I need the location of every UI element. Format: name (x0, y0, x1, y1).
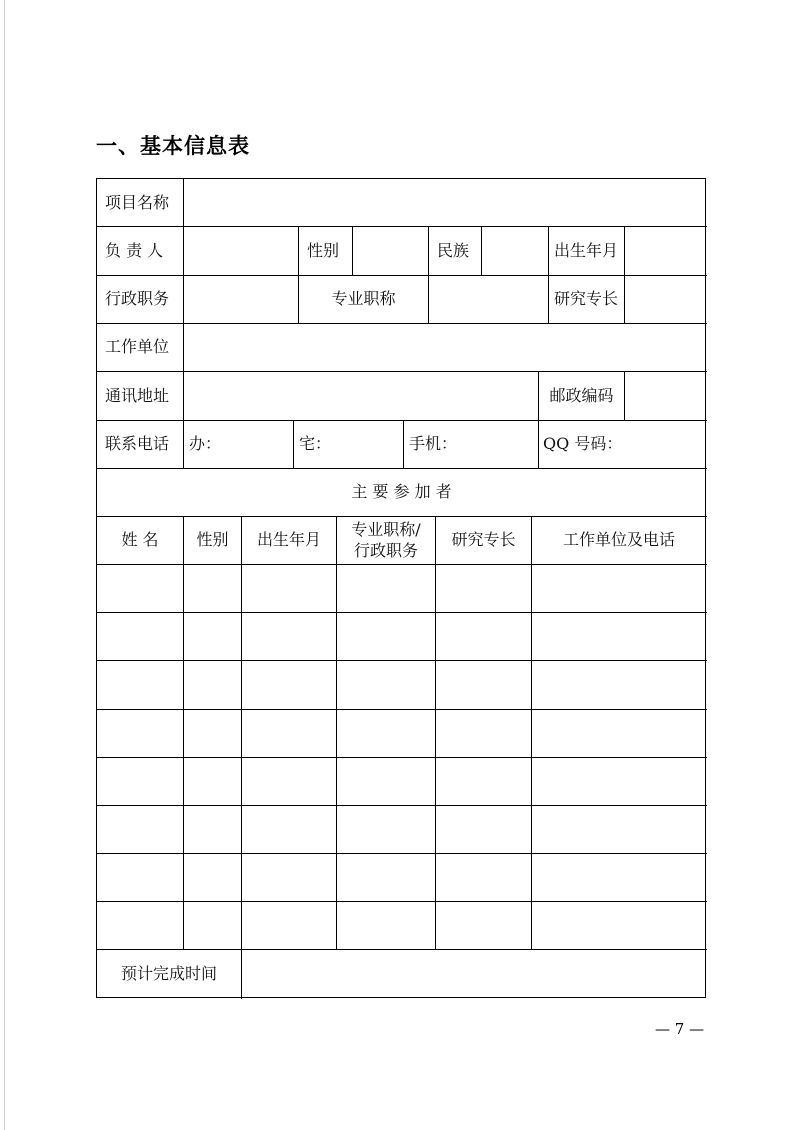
research-specialty-field[interactable] (625, 275, 706, 323)
participant-unit-phone-cell[interactable] (532, 853, 706, 901)
participant-gender-cell[interactable] (184, 709, 241, 757)
label-gender: 性别 (307, 240, 340, 260)
page-edge-line (4, 0, 5, 1130)
label-ethnicity: 民族 (437, 240, 470, 260)
participant-birth-cell[interactable] (242, 805, 336, 853)
label-leader: 负 责 人 (105, 240, 164, 260)
participant-title-position-cell[interactable] (337, 660, 435, 708)
participant-research-cell[interactable] (436, 660, 531, 708)
professional-title-field[interactable] (429, 275, 548, 323)
col-header-title-line2: 行政职务 (353, 541, 418, 560)
label-professional-title: 专业职称 (331, 289, 396, 308)
participant-research-cell[interactable] (436, 709, 531, 757)
section-heading: 一、基本信息表 (96, 134, 250, 158)
home-phone-field[interactable]: 宅： (299, 434, 332, 453)
participant-title-position-cell[interactable] (337, 612, 435, 660)
participant-research-cell[interactable] (436, 612, 531, 660)
col-header-title-position (337, 516, 435, 564)
participant-research-cell[interactable] (436, 564, 531, 612)
participant-birth-cell[interactable] (242, 901, 336, 949)
admin-position-field[interactable] (184, 275, 298, 323)
participant-gender-cell[interactable] (184, 612, 241, 660)
col-header-gender: 性别 (196, 530, 229, 549)
participant-name-cell[interactable] (97, 901, 183, 949)
postal-code-field[interactable] (625, 371, 706, 420)
participant-title-position-cell[interactable] (337, 853, 435, 901)
participant-name-cell[interactable] (97, 757, 183, 805)
col-header-name: 姓 名 (121, 530, 159, 549)
label-postal-code: 邮政编码 (549, 385, 614, 405)
participant-name-cell[interactable] (97, 805, 183, 853)
participant-name-cell[interactable] (97, 564, 183, 612)
ethnicity-field[interactable] (482, 226, 548, 275)
participant-name-cell[interactable] (97, 612, 183, 660)
qq-field[interactable]: QQ 号码： (543, 434, 623, 453)
label-admin-position: 行政职务 (105, 289, 170, 308)
participant-gender-cell[interactable] (184, 757, 241, 805)
participant-gender-cell[interactable] (184, 853, 241, 901)
participant-title-position-cell[interactable] (337, 901, 435, 949)
mobile-field[interactable]: 手机： (409, 434, 458, 453)
label-project-name: 项目名称 (105, 192, 170, 212)
label-completion-time: 预计完成时间 (120, 963, 217, 983)
participant-title-position-cell[interactable] (337, 564, 435, 612)
participant-gender-cell[interactable] (184, 901, 241, 949)
participant-research-cell[interactable] (436, 853, 531, 901)
page-number: — 7 — (655, 1020, 705, 1038)
participant-birth-cell[interactable] (242, 709, 336, 757)
participant-unit-phone-cell[interactable] (532, 709, 706, 757)
participant-name-cell[interactable] (97, 709, 183, 757)
participant-birth-cell[interactable] (242, 853, 336, 901)
label-research-specialty: 研究专长 (554, 289, 619, 308)
participant-title-position-cell[interactable] (337, 805, 435, 853)
col-header-unit-phone: 工作单位及电话 (562, 530, 675, 549)
participants-title: 主 要 参 加 者 (351, 482, 452, 501)
participant-birth-cell[interactable] (242, 612, 336, 660)
participant-title-position-cell[interactable] (337, 709, 435, 757)
participant-birth-cell[interactable] (242, 757, 336, 805)
participant-gender-cell[interactable] (184, 564, 241, 612)
participant-unit-phone-cell[interactable] (532, 901, 706, 949)
birth-field[interactable] (625, 226, 706, 275)
participant-unit-phone-cell[interactable] (532, 757, 706, 805)
work-unit-field[interactable] (184, 323, 706, 371)
participant-gender-cell[interactable] (184, 805, 241, 853)
label-mailing-address: 通讯地址 (105, 385, 170, 405)
participant-unit-phone-cell[interactable] (532, 564, 706, 612)
participant-unit-phone-cell[interactable] (532, 660, 706, 708)
participant-birth-cell[interactable] (242, 660, 336, 708)
participant-research-cell[interactable] (436, 805, 531, 853)
participant-title-position-cell[interactable] (337, 757, 435, 805)
participant-unit-phone-cell[interactable] (532, 805, 706, 853)
participant-research-cell[interactable] (436, 901, 531, 949)
participant-birth-cell[interactable] (242, 564, 336, 612)
office-phone-field[interactable]: 办： (189, 434, 222, 453)
col-header-birth: 出生年月 (256, 530, 321, 549)
label-contact-phone: 联系电话 (105, 434, 170, 453)
project-name-field[interactable] (184, 179, 706, 226)
participant-name-cell[interactable] (97, 660, 183, 708)
gender-field[interactable] (353, 226, 428, 275)
participant-name-cell[interactable] (97, 853, 183, 901)
participant-unit-phone-cell[interactable] (532, 612, 706, 660)
leader-field[interactable] (184, 226, 298, 275)
mailing-address-field[interactable] (184, 371, 538, 420)
label-work-unit: 工作单位 (105, 337, 170, 356)
label-birth: 出生年月 (554, 240, 619, 260)
completion-time-field[interactable] (242, 949, 706, 998)
basic-info-form (96, 178, 706, 998)
col-header-title-line1: 专业职称/ (351, 520, 421, 539)
participant-research-cell[interactable] (436, 757, 531, 805)
participant-gender-cell[interactable] (184, 660, 241, 708)
col-header-research: 研究专长 (451, 530, 516, 549)
